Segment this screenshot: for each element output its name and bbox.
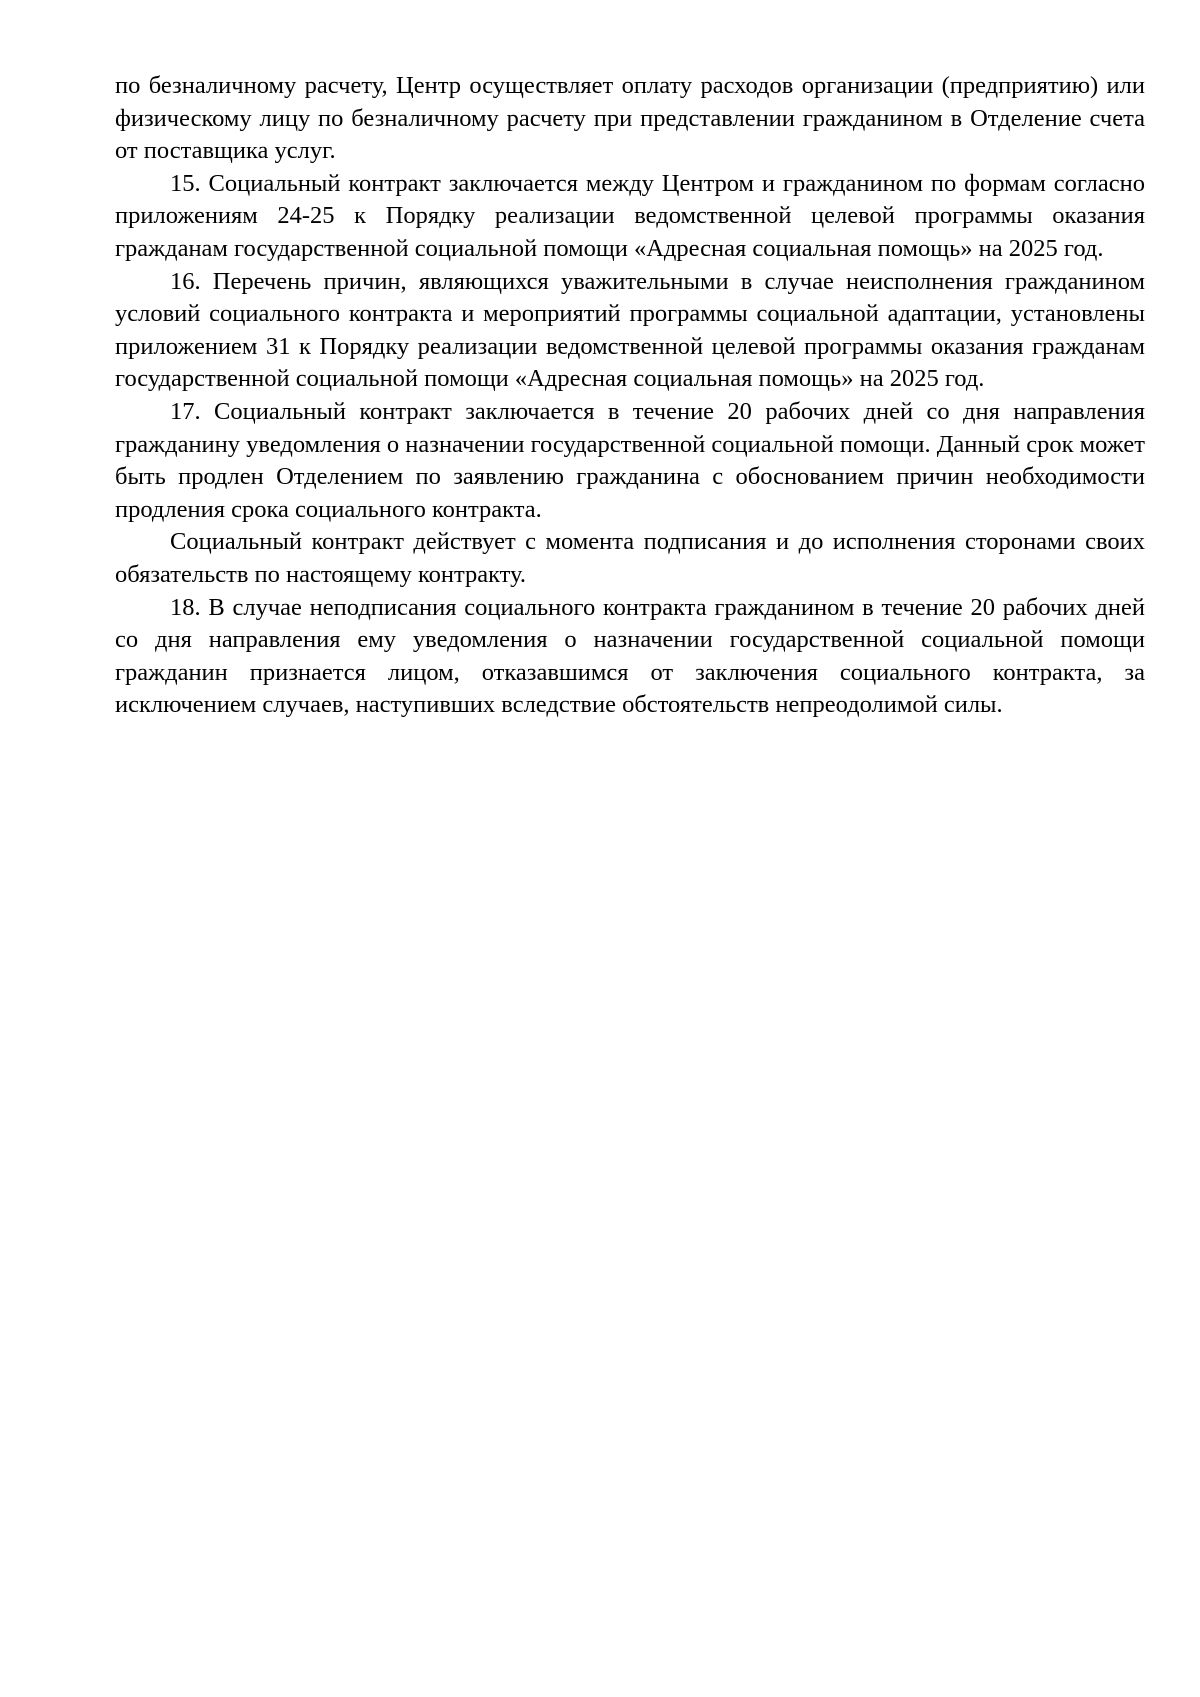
paragraph-item-16: 16. Перечень причин, являющихся уважительными в случае неисполнения гражданином условий социального контракта и мероприятий программы социальной адаптации, установлены приложением 31 к Порядку реализации ведомственной целевой программы оказания гражданам государственной социальной помощи «Адресная социальная помощь» на 2025 год. xyxy=(115,267,1145,393)
paragraph-item-15: 15. Социальный контракт заключается между Центром и гражданином по формам согласно приложениям 24-25 к Порядку реализации ведомственной целевой программы оказания гражданам государственной социальной помощи «Адресная социальная помощь» на 2025 год. xyxy=(115,169,1145,262)
paragraph-item-17: 17. Социальный контракт заключается в течение 20 рабочих дней со дня направления гражданину уведомления о назначении государственной социальной помощи. Данный срок может быть продлен Отделением по заявлению гражданина с обоснованием причин необходимости продления срока социального контракта. xyxy=(115,397,1145,523)
paragraph-continuation: по безналичному расчету, Центр осуществляет оплату расходов организации (предприятию) или физическому лицу по безналичному расчету при представлении гражданином в Отделение счета от поставщика услуг. xyxy=(115,72,1145,165)
paragraph-item-18: 18. В случае неподписания социального контракта гражданином в течение 20 рабочих дней со дня направления ему уведомления о назначении государственной социальной помощи гражданин признается лицом, отказавшимся от заключения социального контракта, за исключением случаев, наступивших вследствие обстоятельств непреодолимой силы. xyxy=(115,593,1145,719)
document-page xyxy=(115,70,1145,722)
paragraph-contract-validity: Социальный контракт действует с момента подписания и до исполнения сторонами своих обязательств по настоящему контракту. xyxy=(115,528,1145,588)
